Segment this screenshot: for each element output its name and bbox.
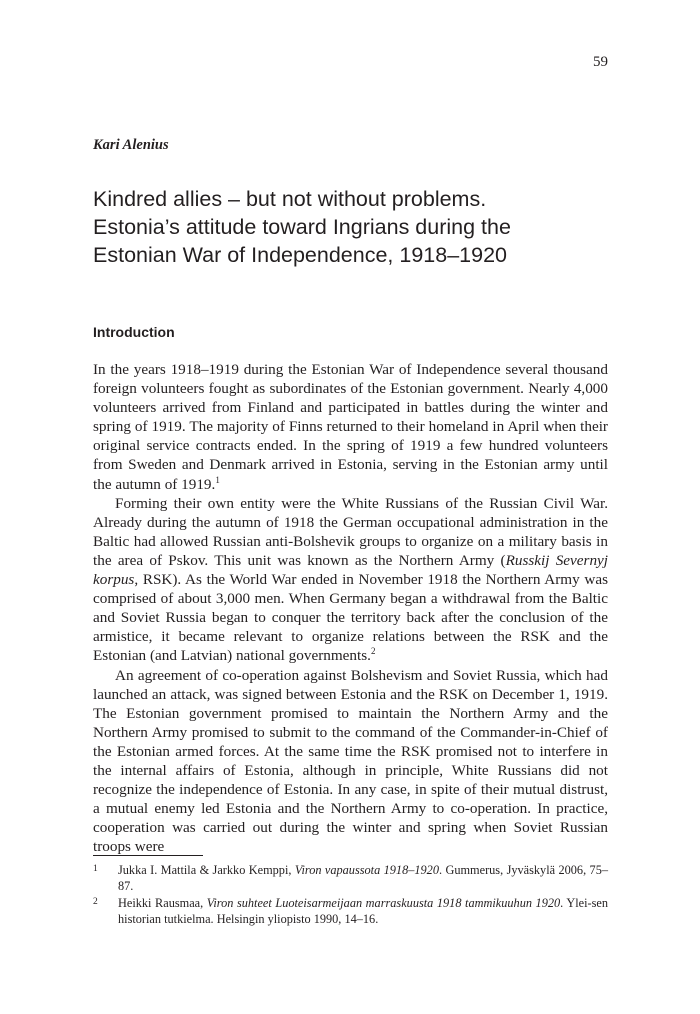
- footnote-title: Viron suhteet Luoteisarmeijaan marraskuusta 1918 tammikuuhun 1920: [206, 896, 561, 910]
- title-line: Estonia’s attitude toward Ingrians during the: [93, 215, 511, 239]
- footnote: [93, 862, 608, 894]
- footnote-text: . Ylei-sen historian tutkielma. Helsingin yliopisto 1990, 14–16.: [118, 896, 608, 926]
- title-line: Kindred allies – but not without problems.: [93, 187, 487, 211]
- footnote-text: Heikki Rausmaa,: [118, 896, 207, 910]
- paragraph-text: An agreement of co-operation against Bolshevism and Soviet Russia, which had launched an attack, was signed between Estonia and the RSK on December 1, 1919. The Estonian government promised to maintain the Northern Army and the Northern Army promised to submit to the command of the Commander-in-Chief of the Estonian armed forces. At the same time the RSK promised not to interfere in the internal affairs of Estonia, although in principle, White Russians did not recognize the independence of Estonia. In any case, in spite of their mutual distrust, a mutual enemy led Estonia and the Northern Army to co-operation. In practice, cooperation was carried out during the winter and spring when Soviet Russian troops were: [93, 666, 608, 856]
- footnote-text: Jukka I. Mattila & Jarkko Kemppi,: [118, 863, 295, 877]
- footnotes: [93, 862, 608, 928]
- footnote-number: 2: [93, 897, 98, 907]
- paragraph: [93, 666, 608, 857]
- footnote-divider: [93, 855, 203, 856]
- paragraph: [93, 494, 608, 666]
- chapter-title: [93, 185, 613, 269]
- footnote-text: . Gummerus, Jyväskylä 2006, 75–87.: [118, 863, 608, 893]
- italic-term: Russkij Severnyj korpus: [93, 551, 608, 589]
- footnote-number: 1: [93, 864, 98, 874]
- body-text: [93, 360, 608, 856]
- paragraph: [93, 360, 608, 494]
- section-heading: Introduction: [93, 324, 175, 340]
- footnote-reference[interactable]: 2: [370, 646, 376, 657]
- title-line: Estonian War of Independence, 1918–1920: [93, 243, 507, 267]
- footnote-reference[interactable]: 1: [215, 474, 220, 485]
- footnote: [93, 895, 608, 927]
- page-number: 59: [593, 54, 608, 70]
- paragraph-text: Forming their own entity were the White Russians of the Russian Civil War. Already during the autumn of 1918 the German occupational administration in the Baltic had allowed Russian anti-Bolshevik groups to organize on a military basis in the area of Pskov. This unit was known as the Northern Army (: [93, 494, 608, 569]
- paragraph-text: , RSK). As the World War ended in November 1918 the Northern Army was comprised of about 3,000 men. When Germany began a withdrawal from the Baltic and Soviet Russia began to conquer the territory back after the conclusion of the armistice, it became relevant to organize relations between the RSK and the Estonian (and Latvian) national governments.: [93, 571, 608, 665]
- author-name: Kari Alenius: [93, 137, 169, 153]
- paragraph-text: In the years 1918–1919 during the Estonian War of Independence several thousand foreign volunteers fought as subordinates of the Estonian government. Nearly 4,000 volunteers arrived from Finland and participated in battles during the winter and spring of 1919. The majority of Finns returned to their homeland in April when their original service contracts ended. In the spring of 1919 a few hundred volunteers from Sweden and Denmark arrived in Estonia, serving in the Estonian army until the autumn of 1919.: [93, 361, 608, 493]
- footnote-title: Viron vapaussota 1918–1920: [294, 863, 439, 877]
